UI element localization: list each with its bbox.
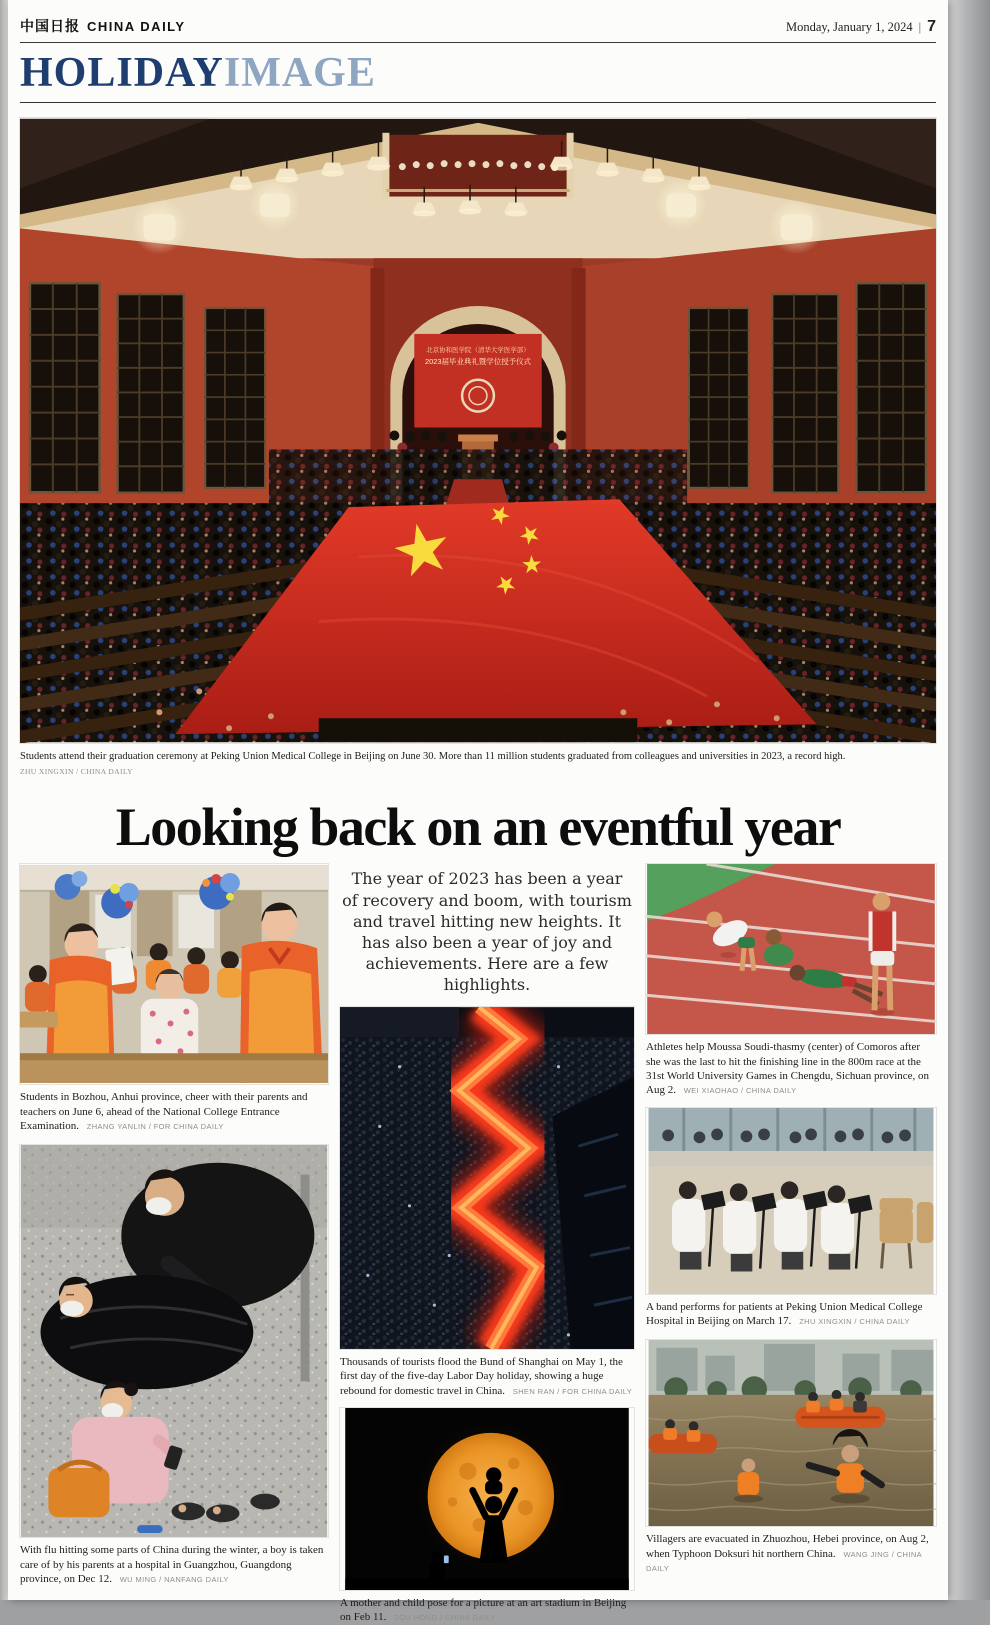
flood-caption <box>646 1532 936 1575</box>
photo-credit: WANG JING / CHINA DAILY <box>646 1549 922 1573</box>
dateline <box>786 18 936 36</box>
newspaper-page <box>8 0 948 1624</box>
front-row-shadow <box>319 718 638 742</box>
flood-rescue-photo <box>646 1340 936 1526</box>
caption-text: With flu hitting some parts of China during the winter, a boy is taken care of by his parents at a hospital in Guangzhou, Guangdong province, on Dec 12. <box>20 1544 324 1585</box>
chinadaily-wordmark: CHINA DAILY <box>87 18 186 34</box>
band-caption <box>646 1300 936 1329</box>
lead-photo-graduation-hall <box>20 118 936 743</box>
moon-caption <box>340 1596 634 1625</box>
caption-text: Villagers are evacuated in Zhuozhou, Hebei province, on Aug 2, when Typhoon Doksuri hit northern China. <box>646 1533 929 1560</box>
photo-credit: ZHU XINGXIN / CHINA DAILY <box>799 1316 910 1326</box>
photo-columns <box>20 864 936 1624</box>
caption-text: Students in Bozhou, Anhui province, cheer with their parents and teachers on June 6, ahead of the National College Entrance Examination. <box>20 1091 308 1133</box>
ground <box>345 1579 629 1590</box>
dateline-separator: | <box>918 20 922 34</box>
band-figure <box>646 1108 936 1329</box>
balcony-choir <box>382 133 573 199</box>
hospital-band-photo <box>646 1108 936 1294</box>
moon-figure <box>340 1408 634 1625</box>
stage-banner-line1: 北京协和医学院（清华大学医学部） <box>426 346 530 354</box>
students-cheering-photo <box>20 864 328 1084</box>
corridor-windows <box>649 1108 934 1151</box>
photo-credit: ZOU HONG / CHINA DAILY <box>394 1613 496 1623</box>
chinadaily-chinese-logo: 中国日报 <box>20 19 80 35</box>
athletes-caption <box>646 1040 936 1097</box>
boy-in-puffer <box>41 1275 254 1389</box>
bund-crowd-photo <box>340 1007 634 1349</box>
athletes-figure <box>646 864 936 1097</box>
flood-figure <box>646 1340 936 1575</box>
hospital-figure <box>20 1145 328 1586</box>
masthead-rule <box>20 102 936 103</box>
story-intro: The year of 2023 has been a year of recovery and boom, with tourism and travel hitting new heights. It has also been a year of joy and achievements. Here are a few highlights. <box>342 869 632 995</box>
masthead-word-image: IMAGE <box>223 50 376 96</box>
page-header <box>20 0 936 36</box>
moon-silhouette-photo <box>340 1408 634 1590</box>
photo-credit: WU MING / NANFANG DAILY <box>119 1574 229 1584</box>
bund-caption <box>340 1355 634 1398</box>
lead-photo-caption <box>20 750 936 776</box>
lead-photo-figure <box>20 118 936 776</box>
students-caption <box>20 1090 328 1133</box>
caption-text: A band performs for patients at Peking Union Medical College Hospital in Beijing on March 17. <box>646 1300 923 1327</box>
caption-text: Thousands of tourists flood the Bund of Shanghai on May 1, the first day of the five-day Labor Day holiday, showing a huge rebound for domestic travel in China. <box>340 1356 623 1397</box>
photo-credit: ZHANG YANLIN / FOR CHINA DAILY <box>86 1122 224 1132</box>
masthead-word-holiday: HOLIDAY <box>20 50 224 96</box>
photo-credit: SHEN RAN / FOR CHINA DAILY <box>512 1386 633 1396</box>
section-masthead <box>20 51 936 95</box>
athletes-track-photo <box>646 864 936 1034</box>
orange-bag <box>48 1463 109 1518</box>
hospital-caption <box>20 1543 328 1586</box>
students-figure <box>20 864 328 1133</box>
hospital-family-photo <box>20 1145 328 1537</box>
column-middle <box>340 864 634 1624</box>
photo-credit: WEI XIAOHAO / CHINA DAILY <box>683 1086 797 1096</box>
caption-text: Athletes help Moussa Soudi-thasmy (center) of Comoros after she was the last to hit the finishing line in the 800m race at the 31st World University Games in Chengdu, Sichuan province, on Aug 2. <box>646 1041 930 1097</box>
header-rule <box>20 42 936 43</box>
bund-figure <box>340 1007 634 1398</box>
stage-banner-line2: 2023届毕业典礼暨学位授予仪式 <box>424 356 532 366</box>
photo-credit: ZHU XINGXIN / CHINA DAILY <box>20 766 133 776</box>
date-text: Monday, January 1, 2024 <box>785 20 913 34</box>
page-number: 7 <box>927 18 936 35</box>
column-right <box>646 864 936 1624</box>
story-headline: Looking back on an eventful year <box>115 797 841 858</box>
column-left <box>20 864 328 1624</box>
caption-text: A mother and child pose for a picture at an art stadium in Beijing on Feb 11. <box>340 1597 627 1624</box>
caption-text: Students attend their graduation ceremony at Peking Union Medical College in Beijing on June 30. More than 11 million students graduated from colleagues and universities in 2023, a record high. <box>20 751 846 763</box>
brand <box>20 16 186 36</box>
flood-water <box>649 1395 934 1526</box>
page-edge-right <box>948 0 990 1600</box>
page-edge-left <box>0 0 8 1600</box>
